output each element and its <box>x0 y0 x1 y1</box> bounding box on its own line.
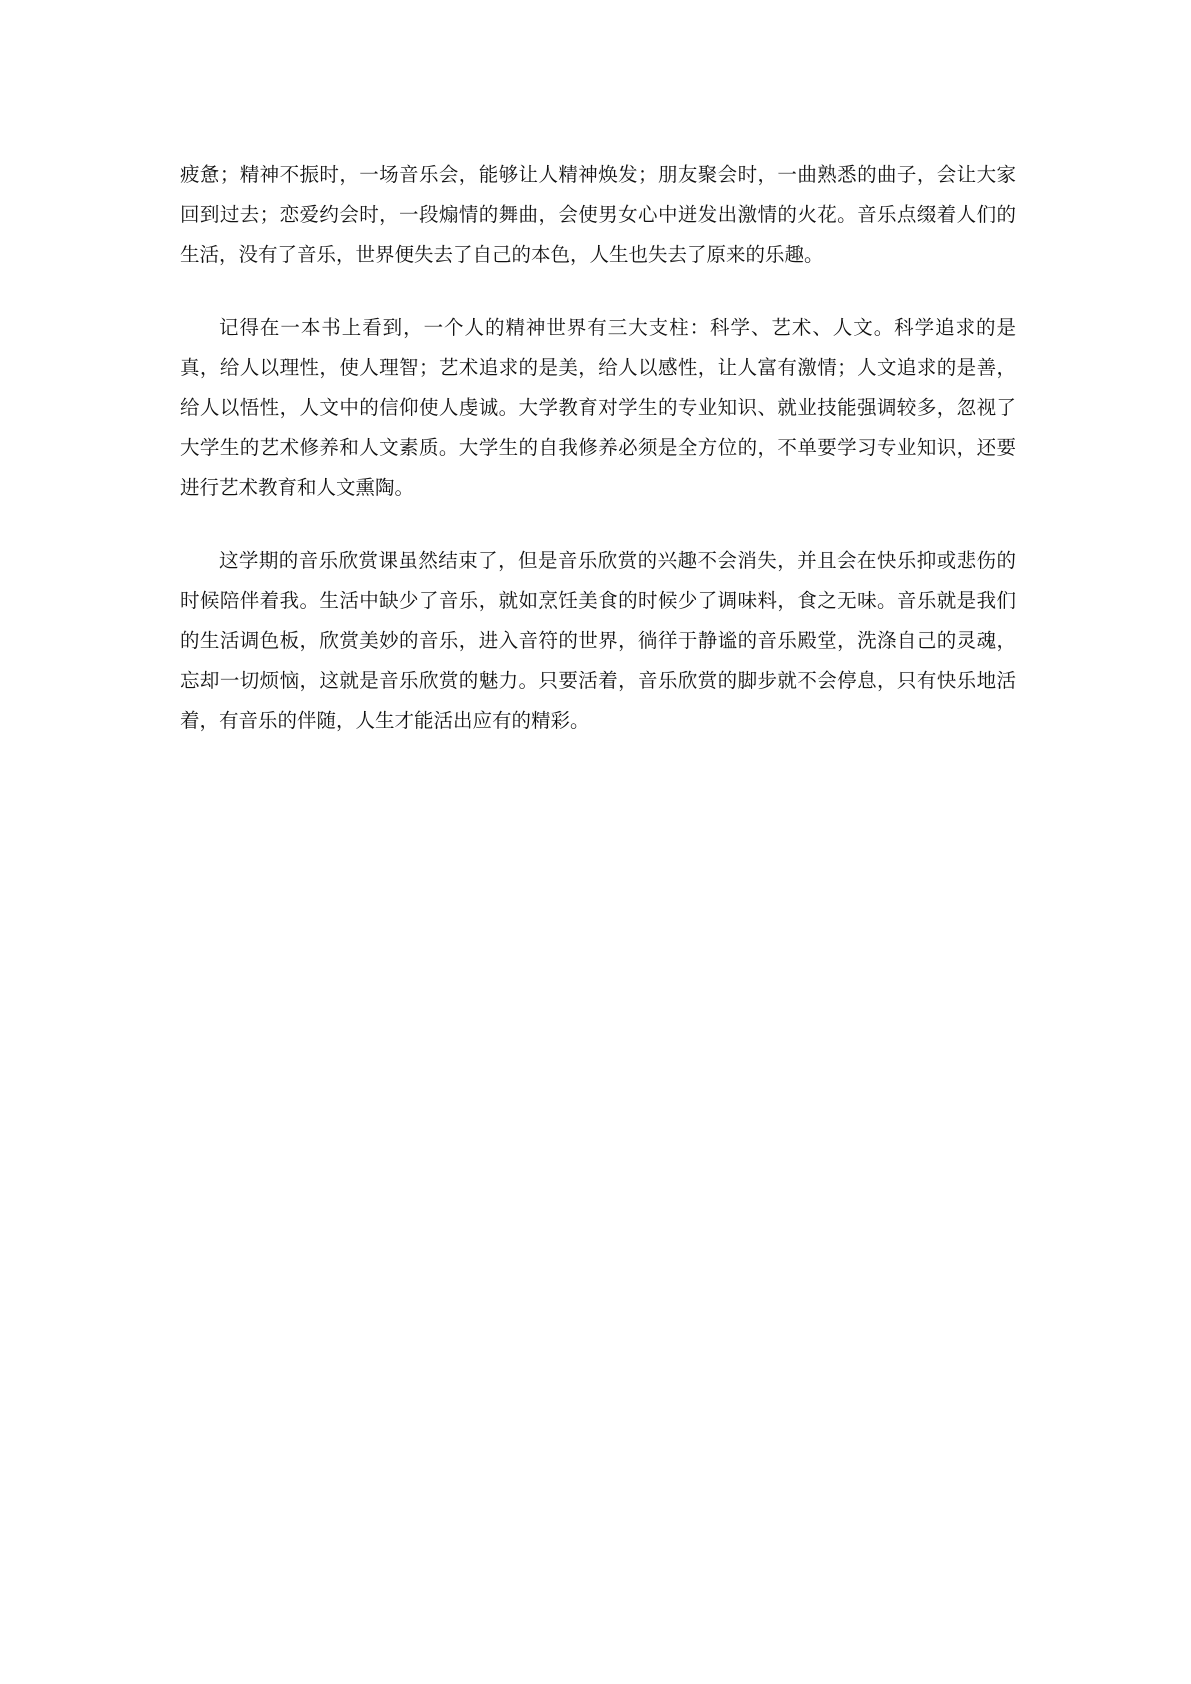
paragraph-pillars: 记得在一本书上看到，一个人的精神世界有三大支柱：科学、艺术、人文。科学追求的是真，给人以理性，使人理智；艺术追求的是美，给人以感性，让人富有激情；人文追求的是善，给人以悟性，人文中的信仰使人虔诚。大学教育对学生的专业知识、就业技能强调较多，忽视了大学生的艺术修养和人文素质。大学生的自我修养必须是全方位的，不单要学习专业知识，还要进行艺术教育和人文熏陶。 <box>180 316 1016 499</box>
paragraph-continuation: 疲惫；精神不振时，一场音乐会，能够让人精神焕发；朋友聚会时，一曲熟悉的曲子，会让大家回到过去；恋爱约会时，一段煽情的舞曲，会使男女心中迸发出激情的火花。音乐点缀着人们的生活，没有了音乐，世界便失去了自己的本色，人生也失去了原来的乐趣。 <box>180 163 1016 266</box>
document-body <box>180 155 1016 774</box>
paragraph-conclusion: 这学期的音乐欣赏课虽然结束了，但是音乐欣赏的兴趣不会消失，并且会在快乐抑或悲伤的时候陪伴着我。生活中缺少了音乐，就如烹饪美食的时候少了调味料，食之无味。音乐就是我们的生活调色板，欣赏美妙的音乐，进入音符的世界，徜徉于静谧的音乐殿堂，洗涤自己的灵魂，忘却一切烦恼，这就是音乐欣赏的魅力。只要活着，音乐欣赏的脚步就不会停息，只有快乐地活着，有音乐的伴随，人生才能活出应有的精彩。 <box>180 549 1016 732</box>
